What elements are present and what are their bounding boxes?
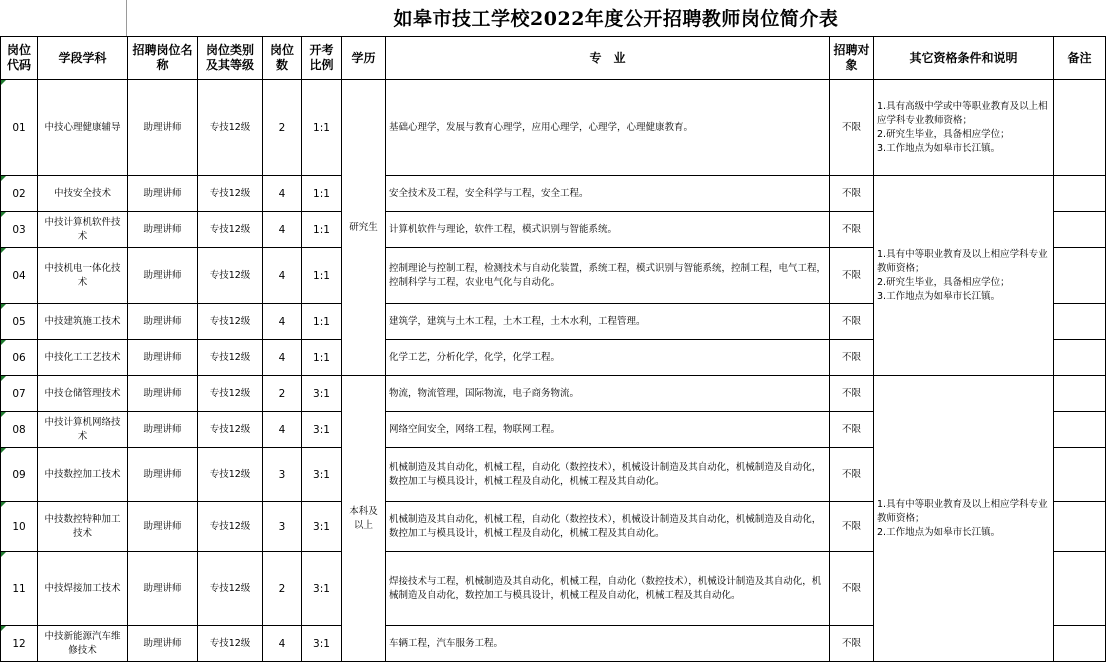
cell-ratio: 1:1 bbox=[302, 80, 342, 176]
cell-code: 02 bbox=[1, 176, 38, 212]
cell-other-conditions bbox=[874, 176, 1054, 376]
cell-code: 09 bbox=[1, 448, 38, 502]
cell-major: 网络空间安全，网络工程，物联网工程。 bbox=[386, 412, 830, 448]
cell-ratio: 3:1 bbox=[302, 626, 342, 662]
header-other: 其它资格条件和说明 bbox=[874, 37, 1054, 80]
cell-position-name: 助理讲师 bbox=[128, 80, 198, 176]
cell-major: 机械制造及其自动化，机械工程，自动化（数控技术），机械设计制造及其自动化，机械制造及自动化，数控加工与模具设计，机械工程及自动化，机械工程及其自动化。 bbox=[386, 502, 830, 552]
condition-line: 3.工作地点为如皋市长江镇。 bbox=[877, 290, 1001, 302]
cell-subject: 中技化工工艺技术 bbox=[38, 340, 128, 376]
header-row bbox=[1, 37, 1106, 80]
cell-code: 03 bbox=[1, 212, 38, 248]
cell-position-type: 专技12级 bbox=[198, 248, 263, 304]
cell-position-type: 专技12级 bbox=[198, 448, 263, 502]
cell-position-name: 助理讲师 bbox=[128, 502, 198, 552]
cell-remark bbox=[1054, 552, 1106, 626]
cell-count: 4 bbox=[263, 626, 302, 662]
cell-count: 3 bbox=[263, 448, 302, 502]
cell-code: 11 bbox=[1, 552, 38, 626]
cell-major: 化学工艺，分析化学，化学，化学工程。 bbox=[386, 340, 830, 376]
cell-target: 不限 bbox=[830, 304, 874, 340]
cell-ratio: 1:1 bbox=[302, 176, 342, 212]
cell-subject: 中技建筑施工技术 bbox=[38, 304, 128, 340]
cell-position-name: 助理讲师 bbox=[128, 376, 198, 412]
cell-major: 计算机软件与理论，软件工程，模式识别与智能系统。 bbox=[386, 212, 830, 248]
cell-code: 12 bbox=[1, 626, 38, 662]
condition-line: 3.工作地点为如皋市长江镇。 bbox=[877, 142, 1001, 154]
cell-target: 不限 bbox=[830, 412, 874, 448]
cell-subject: 中技数控加工技术 bbox=[38, 448, 128, 502]
cell-remark bbox=[1054, 340, 1106, 376]
cell-position-type: 专技12级 bbox=[198, 552, 263, 626]
header-count: 岗位数 bbox=[263, 37, 302, 80]
cell-position-name: 助理讲师 bbox=[128, 248, 198, 304]
cell-remark bbox=[1054, 212, 1106, 248]
cell-position-type: 专技12级 bbox=[198, 502, 263, 552]
condition-line: 2.研究生毕业，具备相应学位； bbox=[877, 128, 1010, 140]
cell-position-name: 助理讲师 bbox=[128, 176, 198, 212]
cell-subject: 中技焊接加工技术 bbox=[38, 552, 128, 626]
header-target: 招聘对象 bbox=[830, 37, 874, 80]
cell-other-conditions bbox=[874, 80, 1054, 176]
cell-remark bbox=[1054, 304, 1106, 340]
header-position-type: 岗位类别及其等级 bbox=[198, 37, 263, 80]
cell-subject: 中技机电一体化技术 bbox=[38, 248, 128, 304]
cell-remark bbox=[1054, 80, 1106, 176]
cell-ratio: 3:1 bbox=[302, 376, 342, 412]
cell-target: 不限 bbox=[830, 80, 874, 176]
cell-count: 4 bbox=[263, 212, 302, 248]
cell-target: 不限 bbox=[830, 212, 874, 248]
cell-code: 10 bbox=[1, 502, 38, 552]
cell-major: 基础心理学，发展与教育心理学，应用心理学，心理学，心理健康教育。 bbox=[386, 80, 830, 176]
cell-target: 不限 bbox=[830, 176, 874, 212]
cell-subject: 中技安全技术 bbox=[38, 176, 128, 212]
cell-subject: 中技仓储管理技术 bbox=[38, 376, 128, 412]
cell-remark bbox=[1054, 248, 1106, 304]
cell-major: 车辆工程，汽车服务工程。 bbox=[386, 626, 830, 662]
positions-table bbox=[0, 36, 1106, 662]
cell-remark bbox=[1054, 376, 1106, 412]
title-row bbox=[0, 0, 1106, 37]
cell-position-name: 助理讲师 bbox=[128, 304, 198, 340]
cell-ratio: 3:1 bbox=[302, 448, 342, 502]
cell-target: 不限 bbox=[830, 626, 874, 662]
cell-count: 4 bbox=[263, 412, 302, 448]
cell-major: 安全技术及工程，安全科学与工程，安全工程。 bbox=[386, 176, 830, 212]
cell-remark bbox=[1054, 626, 1106, 662]
cell-subject: 中技数控特种加工技术 bbox=[38, 502, 128, 552]
cell-remark bbox=[1054, 412, 1106, 448]
cell-position-type: 专技12级 bbox=[198, 376, 263, 412]
header-major: 专 业 bbox=[386, 37, 830, 80]
cell-remark bbox=[1054, 448, 1106, 502]
cell-ratio: 1:1 bbox=[302, 212, 342, 248]
cell-remark bbox=[1054, 176, 1106, 212]
page-title: 如皋市技工学校2022年度公开招聘教师岗位简介表 bbox=[393, 8, 839, 30]
cell-major: 控制理论与控制工程，检测技术与自动化装置，系统工程，模式识别与智能系统，控制工程，电气工程，控制科学与工程，农业电气化与自动化。 bbox=[386, 248, 830, 304]
cell-code: 07 bbox=[1, 376, 38, 412]
cell-count: 2 bbox=[263, 80, 302, 176]
cell-position-type: 专技12级 bbox=[198, 80, 263, 176]
condition-line: 1.具有高级中学或中等职业教育及以上相应学科专业教师资格； bbox=[877, 100, 1048, 126]
cell-other-conditions bbox=[874, 376, 1054, 662]
condition-line: 2.研究生毕业，具备相应学位； bbox=[877, 276, 1010, 288]
cell-position-name: 助理讲师 bbox=[128, 412, 198, 448]
cell-code: 06 bbox=[1, 340, 38, 376]
table-row bbox=[1, 80, 1106, 176]
cell-position-type: 专技12级 bbox=[198, 304, 263, 340]
header-ratio: 开考比例 bbox=[302, 37, 342, 80]
header-education: 学历 bbox=[342, 37, 386, 80]
cell-education: 研究生 bbox=[342, 80, 386, 376]
cell-subject: 中技新能源汽车维修技术 bbox=[38, 626, 128, 662]
cell-ratio: 3:1 bbox=[302, 552, 342, 626]
cell-subject: 中技计算机网络技术 bbox=[38, 412, 128, 448]
cell-count: 4 bbox=[263, 176, 302, 212]
cell-target: 不限 bbox=[830, 376, 874, 412]
cell-major: 物流，物流管理，国际物流，电子商务物流。 bbox=[386, 376, 830, 412]
cell-target: 不限 bbox=[830, 448, 874, 502]
cell-ratio: 1:1 bbox=[302, 248, 342, 304]
condition-line: 1.具有中等职业教育及以上相应学科专业教师资格； bbox=[877, 248, 1048, 274]
cell-major: 焊接技术与工程，机械制造及其自动化，机械工程，自动化（数控技术），机械设计制造及其自动化，机械制造及自动化，数控加工与模具设计，机械工程及自动化，机械工程及其自动化。 bbox=[386, 552, 830, 626]
cell-ratio: 3:1 bbox=[302, 412, 342, 448]
cell-position-type: 专技12级 bbox=[198, 626, 263, 662]
cell-subject: 中技计算机软件技术 bbox=[38, 212, 128, 248]
cell-code: 08 bbox=[1, 412, 38, 448]
cell-count: 4 bbox=[263, 248, 302, 304]
cell-position-name: 助理讲师 bbox=[128, 340, 198, 376]
cell-target: 不限 bbox=[830, 248, 874, 304]
cell-code: 05 bbox=[1, 304, 38, 340]
cell-position-type: 专技12级 bbox=[198, 340, 263, 376]
cell-remark bbox=[1054, 502, 1106, 552]
header-position-name: 招聘岗位名称 bbox=[128, 37, 198, 80]
cell-major: 机械制造及其自动化，机械工程，自动化（数控技术），机械设计制造及其自动化，机械制造及自动化，数控加工与模具设计，机械工程及自动化，机械工程及其自动化。 bbox=[386, 448, 830, 502]
cell-ratio: 1:1 bbox=[302, 304, 342, 340]
cell-position-name: 助理讲师 bbox=[128, 626, 198, 662]
cell-count: 2 bbox=[263, 376, 302, 412]
cell-count: 4 bbox=[263, 304, 302, 340]
cell-target: 不限 bbox=[830, 552, 874, 626]
title-corner-cell bbox=[0, 0, 127, 36]
cell-position-type: 专技12级 bbox=[198, 176, 263, 212]
cell-code: 04 bbox=[1, 248, 38, 304]
cell-count: 4 bbox=[263, 340, 302, 376]
cell-education: 本科及以上 bbox=[342, 376, 386, 662]
table-row bbox=[1, 376, 1106, 412]
cell-subject: 中技心理健康辅导 bbox=[38, 80, 128, 176]
cell-position-name: 助理讲师 bbox=[128, 448, 198, 502]
cell-major: 建筑学，建筑与土木工程，土木工程，土木水利，工程管理。 bbox=[386, 304, 830, 340]
cell-ratio: 3:1 bbox=[302, 502, 342, 552]
cell-code: 01 bbox=[1, 80, 38, 176]
cell-target: 不限 bbox=[830, 340, 874, 376]
condition-line: 1.具有中等职业教育及以上相应学科专业教师资格； bbox=[877, 498, 1048, 524]
header-remark: 备注 bbox=[1054, 37, 1106, 80]
cell-position-name: 助理讲师 bbox=[128, 212, 198, 248]
cell-count: 3 bbox=[263, 502, 302, 552]
header-subject: 学段学科 bbox=[38, 37, 128, 80]
header-code: 岗位代码 bbox=[1, 37, 38, 80]
condition-line: 2.工作地点为如皋市长江镇。 bbox=[877, 526, 1001, 538]
cell-position-type: 专技12级 bbox=[198, 212, 263, 248]
cell-position-name: 助理讲师 bbox=[128, 552, 198, 626]
cell-position-type: 专技12级 bbox=[198, 412, 263, 448]
cell-count: 2 bbox=[263, 552, 302, 626]
table-row bbox=[1, 176, 1106, 212]
cell-ratio: 1:1 bbox=[302, 340, 342, 376]
cell-target: 不限 bbox=[830, 502, 874, 552]
